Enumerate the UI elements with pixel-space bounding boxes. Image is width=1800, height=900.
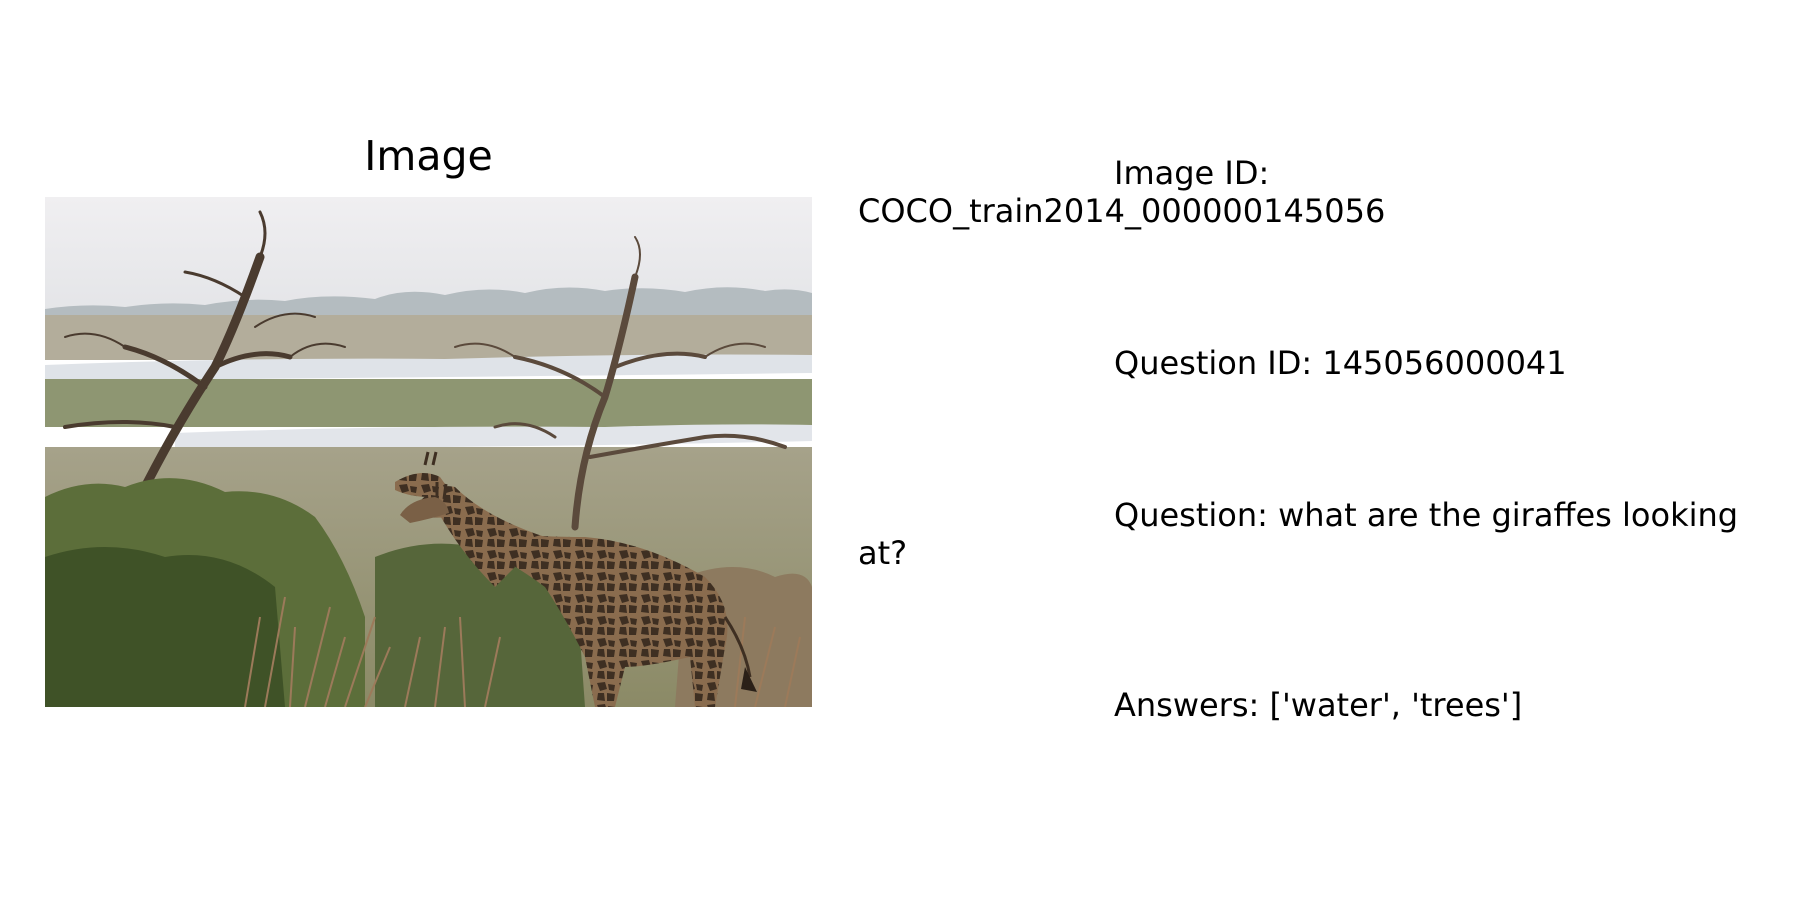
answers-text: Answers: ['water', 'trees'] <box>1114 686 1523 724</box>
far-plain <box>45 315 812 360</box>
info-panel <box>858 78 1788 838</box>
image-id-text: Image ID: COCO_train2014_000000145056 <box>858 154 1386 230</box>
question-id-text: Question ID: 145056000041 <box>1114 344 1567 382</box>
floodplain <box>45 379 812 427</box>
giraffe-scene <box>45 197 812 707</box>
question-text: Question: what are the giraffes looking at? <box>858 496 1749 572</box>
photo <box>45 197 812 707</box>
image-title: Image <box>364 132 493 180</box>
